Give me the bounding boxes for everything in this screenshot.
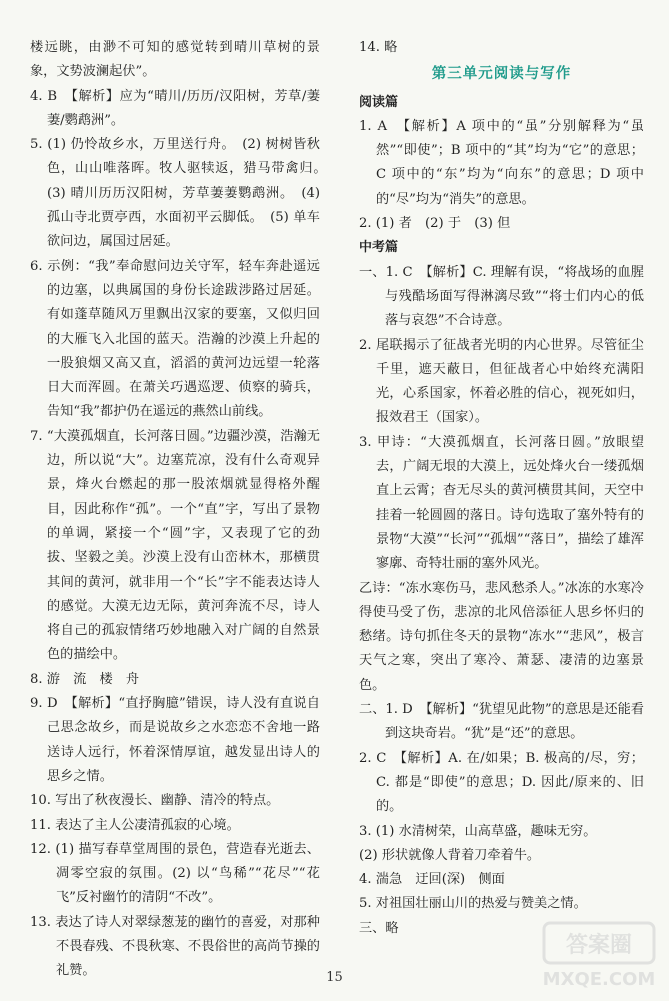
- answer-item: 三、略: [359, 920, 399, 936]
- answer-item: (2) 形状就像人背着刀牵着牛。: [359, 847, 541, 863]
- svg-text:答案圈: 答案圈: [565, 933, 633, 958]
- answer-item: 1. A 【解析】A 项中的“虽”分别解释为“虽然”“即使”；B 项中的“其”均为“它”的意思；C 项中的“东”均为“向东”的意思；D 项中的“尽”均为“消失”的意思。: [359, 118, 644, 207]
- answer-item: 二、1. D 【解析】“犹望见此物”的意思是还能看到这块奇岩。“犹”是“还”的意思。: [359, 702, 644, 742]
- answer-item: 13. 表达了诗人对翠绿葱茏的幽竹的喜爱，对那种不畏春残、不畏秋寒、不畏俗世的高尚节操的礼赞。: [30, 914, 320, 979]
- exam-heading: 中考篇: [359, 240, 399, 256]
- answer-item: 12. (1) 描写春草堂周围的景色，营造春光逝去、凋零空寂的氛围。(2) 以“鸟稀”“花尽”“花飞”反衬幽竹的清阴“不改”。: [30, 841, 320, 906]
- answer-item: 11. 表达了主人公凄清孤寂的心境。: [30, 817, 240, 833]
- watermark-logo: [542, 919, 657, 991]
- answer-item: 14. 略: [359, 40, 398, 55]
- answer-item: 2. 尾联揭示了征战者光明的内心世界。尽管征尘千里，遮天蔽日，但征战者心中始终充满阳光，心系国家，怀着必胜的信心，视死如归，报效君王（国家）。: [359, 337, 644, 426]
- page-number: 15: [326, 970, 343, 985]
- answer-item: 2. C 【解析】A. 在/如果；B. 极高的/尽，穷；C. 都是“即使”的意思；D. 因此/原来的、旧的。: [359, 750, 644, 815]
- reading-heading: 阅读篇: [359, 94, 399, 110]
- answer-item: 5. 对祖国壮丽山川的热爱与赞美之情。: [359, 896, 587, 912]
- answer-item: 7. “大漠孤烟直，长河落日圆。”边疆沙漠，浩瀚无边，所以说“大”。边塞荒凉，没有什么奇观异景，烽火台燃起的那一股浓烟就显得格外醒目，因此称作“孤”。一个“直”字，写出了景物的单调，紧接一个“圆”字，又表现了它的劲拔、坚毅之美。沙漠上没有山峦林木，那横贯其间的黄河，就非用一个“长”字不能表达诗人的感觉。大漠无边无际，黄河奔流不尽，诗人将自己的孤寂情绪巧妙地融入对广阔的自然景色的描绘中。: [30, 428, 320, 663]
- answer-item: 6. 示例：“我”奉命慰问边关守军，轻车奔赴遥远的边塞，以典属国的身份长途跋涉路过居延。有如蓬草随风万里飘出汉家的要塞，又似归回的大雁飞入北国的蓝天。浩瀚的沙漠上升起的一股狼烟又高又直，滔滔的黄河边远望一轮落日大而浑圆。在萧关巧遇巡逻、侦察的骑兵，告知“我”都护仍在遥远的燕然山前线。: [30, 258, 320, 420]
- left-column: [30, 36, 334, 984]
- svg-text:MXQE.COM: MXQE.COM: [542, 969, 656, 990]
- right-column: [359, 36, 644, 941]
- answer-item: 4. 湍急 迂回(深) 侧面: [359, 872, 505, 888]
- answer-item: 楼远眺，由渺不可知的感觉转到晴川草树的景象，文势波澜起伏”。: [30, 40, 320, 80]
- answer-item: 8. 游 流 楼 舟: [30, 671, 140, 687]
- answer-item: 3. (1) 水清树荣，山高草盛，趣味无穷。: [359, 823, 597, 839]
- answer-item: 10. 写出了秋夜漫长、幽静、清冷的特点。: [30, 793, 280, 809]
- section-title: 第三单元阅读与写作: [431, 66, 572, 83]
- answer-item: 9. D 【解析】“直抒胸臆”错误，诗人没有直说自己思念故乡，而是说故乡之水恋恋不舍地一路送诗人远行，怀着深情厚谊，越发显出诗人的思乡之情。: [30, 696, 320, 784]
- answer-item: 一、1. C 【解析】C. 理解有误，“将战场的血腥与残酷场面写得淋漓尽致”“将士们内心的低落与哀怨”不合诗意。: [359, 264, 644, 329]
- answer-item: 4. B 【解析】应为“晴川/历历/汉阳树，芳草/萋萋/鹦鹉洲”。: [30, 88, 320, 128]
- answer-item: 2. (1) 者 (2) 于 (3) 但: [359, 216, 511, 232]
- answer-item: 乙诗：“冻水寒伤马，悲风愁杀人。”冰冻的水寒冷得使马受了伤，悲凉的北风倍添征人思乡怀归的愁绪。诗句抓住冬天的景物“冻水”“悲风”，极言天气之寒，突出了寒冷、萧瑟、凄清的边塞景色。: [359, 580, 644, 693]
- answer-item: 3. 甲诗：“大漠孤烟直，长河落日圆。”放眼望去，广阔无垠的大漠上，远处烽火台一缕孤烟直上云霄；杳无尽头的黄河横贯其间，天空中挂着一轮圆圆的落日。诗句选取了塞外特有的景物“大漠”“长河”“孤烟”“落日”，描绘了雄浑寥廓、奇特壮丽的塞外风光。: [359, 434, 644, 572]
- answer-item: 5. (1) 仍怜故乡水，万里送行舟。 (2) 树树皆秋色，山山唯落晖。牧人驱犊返，猎马带禽归。 (3) 晴川历历汉阳树，芳草萋萋鹦鹉洲。 (4) 孤山寺北贾亭西，水面初平云脚低。 (5) 单车欲问边，属国过居延。: [30, 137, 334, 250]
